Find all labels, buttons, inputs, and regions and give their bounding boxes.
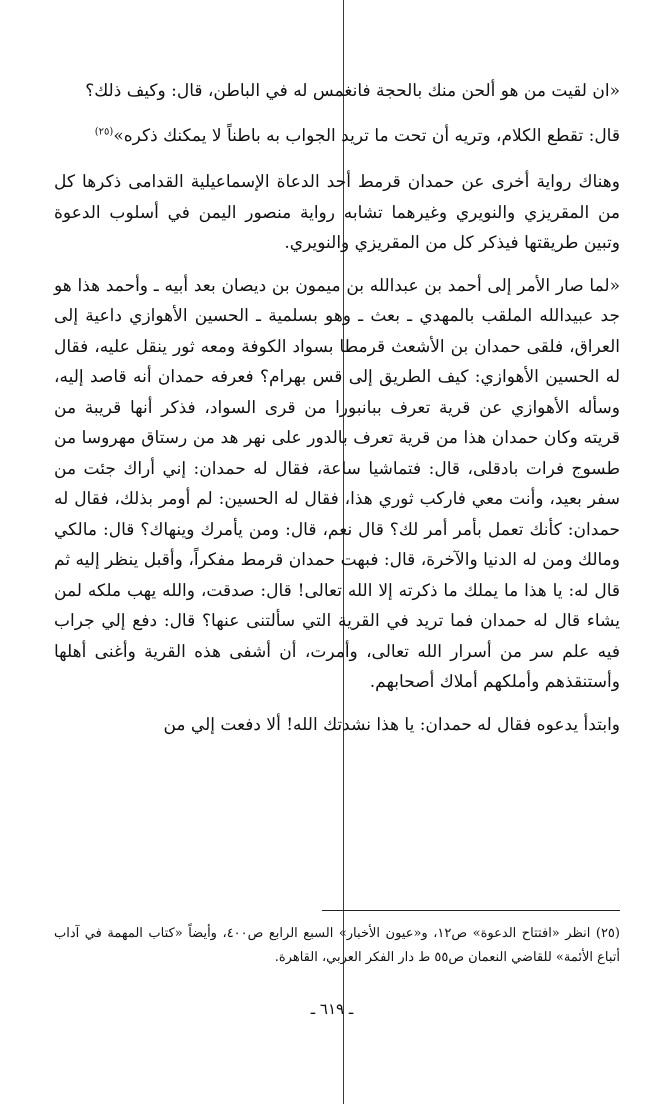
paragraph-4: «لما صار الأمر إلى أحمد بن عبدالله بن ميمون بن ديصان بعد أبيه ـ وأحمد هذا هو جد عبيدالله الملقب بالمهدي ـ بعث ـ وهو بسلمية ـ الحسين الأهوازي داعية إلى العراق، فلقى حمدان بن الأشعث قرمطا بسواد الكوفة ومعه ثور ينقل عليه، فقال له الحسين الأهوازي: كيف الطريق إلى قس بهرام؟ فعرفه حمدان أنه قاصد إليه، وسأله الأهوازي عن قرية تعرف ببانبورا من قرى السواد، فذكر أنها قريبة من قريته وكان حمدان هذا من قرية تعرف بالدور على نهر هد من رستاق مهروسا من طسوج فرات بادقلى، قال: فتماشيا ساعة، فقال له حمدان: إني أراك جئت من سفر بعيد، وأنت معي فاركب ثوري هذا، فقال له الحسين: لم أومر بذلك، فقال له حمدان: كأنك تعمل بأمر أمر لك؟ قال نعم، قال: ومن يأمرك وينهاك؟ قال: مالكي ومالك ومن له الدنيا والآخرة، قال: فبهت حمدان قرمط مفكراً، وأقبل ينظر إليه ثم قال له: يا هذا ما يملك ما ذكرته إلا الله تعالى! قال: صدقت، والله يهب ملكه لمن يشاء قال له حمدان فما تريد في القرية التي سألتنى عنها؟ قال: دفع إلي جراب فيه علم سر من أسرار الله تعالى، وأمرت، أن أشفى هذه القرية وأغنى أهلها وأستنقذهم وأملكهم أملاك أصحابهم. [54, 275, 620, 692]
footnote-25: (٢٥) انظر «افتتاح الدعوة» ص١٢، و«عيون الأخبار» السبع الرابع ص٤٠٠، وأيضاً «كتاب المهمة في آداب أتباع الأئمة» للقاضي النعمان ص٥٥ ط دار الفكر العربي، القاهرة. [54, 926, 620, 965]
paragraph-1: «ان لقيت من هو ألحن منك بالحجة فانغمس له في الباطن، قال: وكيف ذلك؟ [85, 81, 620, 101]
page-number: ـ ٦١٩ ـ [310, 1000, 354, 1018]
paragraph-3: وهناك رواية أخرى عن حمدان قرمط أحد الدعاة الإسماعيلية القدامى ذكرها كل من المقريزي والنويري وغيرهما تشابه رواية منصور اليمن في أسلوب الدعوة وتبين طريقتها فيذكر كل من المقريزي والنويري. [54, 172, 620, 253]
paragraph-2-text: قال: تقطع الكلام، وتريه أن تحت ما تريد الجواب به باطناً لا يمكنك ذكره» [113, 125, 620, 146]
footnote-divider [322, 910, 620, 911]
main-text-block [54, 70, 620, 740]
paragraph-5: وابتدأ يدعوه فقال له حمدان: يا هذا نشدتك الله! ألا دفعت إلي من [163, 714, 620, 735]
footnote-reference-25: (٢٥) [94, 125, 114, 137]
paragraph-2 [54, 121, 620, 152]
